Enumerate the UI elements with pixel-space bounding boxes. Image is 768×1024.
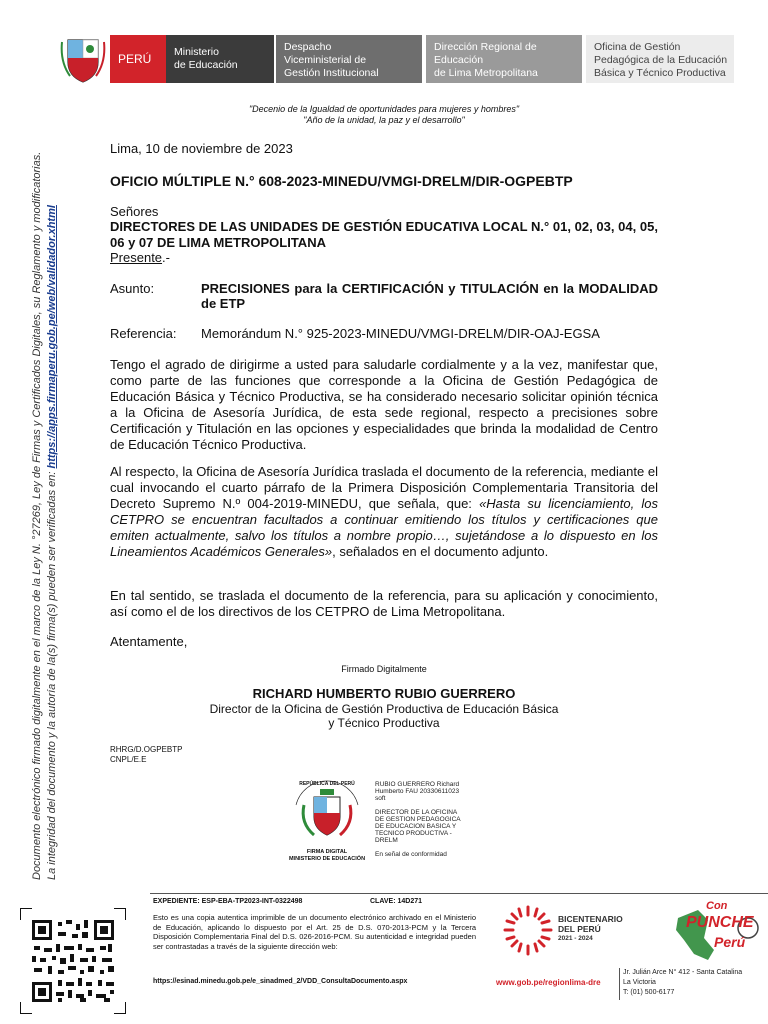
expediente: EXPEDIENTE: ESP-EBA-TP2023-INT-0322498 [153,898,303,905]
authenticity-notice: Esto es una copia autentica imprimible de un documento electrónico archivado en el Ministerio de Educación, aplicando lo dispuesto por el Art. 25 de D.S. 070-2013-PCM y la Tercera Disposición Complementaria Final del D.S. 026-2016-PCM. Su autenticidad e integridad pueden ser contrastadas a través de la siguiente dirección web: [153,913,476,951]
signer-name: RICHARD HUMBERTO RUBIO GUERRERO [252,686,516,701]
seal-detail-line: DE EDUCACION BASICA Y [375,823,457,830]
presente-suffix: .- [162,250,170,265]
initials-line: RHRG/D.OGPEBTP [110,745,183,754]
referencia: Memorándum N.° 925-2023-MINEDU/VMGI-DRELM/DIR-OAJ-EGSA [201,326,600,341]
qr-code [20,908,126,1014]
closing: Atentamente, [110,634,188,649]
seal-details [375,781,485,858]
header-line: Educación [434,54,484,66]
motto-line: "Año de la unidad, la paz y el desarrollo" [303,115,465,125]
signer-title-line: Director de la Oficina de Gestión Productiva de Educación Básica [209,702,559,716]
footer-divider [150,893,768,894]
seal-ministerio: MINISTERIO DE EDUCACIÓN [288,856,366,862]
presente-line [110,250,658,266]
paragraph-3: En tal sentido, se traslada el documento de la referencia, para su aplicación y conocimiento, así como el de los directivos de los CETPRO de Lima Metropolitana. [110,588,658,619]
header-line: Oficina de Gestión [594,41,681,53]
con-text: Con [706,900,728,912]
signer-title [110,702,658,730]
recipient: DIRECTORES DE LAS UNIDADES DE GESTIÓN EDUCATIVA LOCAL N.° 01, 02, 03, 04, 05, 06 y 07 DE LIMA METROPOLITANA [110,219,658,250]
paragraph-1: Tengo el agrado de dirigirme a usted para saludarle cordialmente y a la vez, manifestar que, como parte de las funciones que corresponde a la Oficina de Gestión Pedagógica de Educación Básica y Técnico Productiva, se ha considerado necesario solicitar opinión técnica a la Oficina de Asesoría Jurídica, de esta sede regional, respecto a precisiones sobre Certificación y Titulación en las opciones y especialidades que brinda la modalidad de Centro de Educación Técnico Productiva. [110,357,658,452]
address [623,968,742,998]
motto-line: "Decenio de la Igualdad de oportunidades para mujeres y hombres" [248,104,520,114]
header-line: de Educación [174,59,238,71]
side-note-line: Documento electrónico firmado digitalmente en el marco de la Ley N. °27269, Ley de Firmas y Certificados Digitales, su Reglamento y modificatorias. [31,151,43,880]
bicentenario-text [558,914,623,944]
header-line: Dirección Regional de [434,41,537,53]
clave: CLAVE: 14D271 [370,898,423,905]
seal-detail-line: Humberto FAU 20330611023 [375,788,460,795]
peru-label: PERÚ [118,52,152,66]
bicentenario-line: DEL PERÚ [558,924,601,934]
salutation: Señores [110,204,159,219]
seal-detail-line: DRELM [375,837,398,844]
signer-title-line: y Técnico Productiva [328,716,440,730]
header-line: Ministerio [174,46,219,58]
initials [110,745,182,765]
seal-firma: FIRMA DIGITAL [306,849,348,855]
header-line: Gestión Institucional [284,67,379,79]
direccion-header-block [426,35,582,83]
verification-url[interactable]: https://esinad.minedu.gob.pe/e_sinadmed_2/VDD_ConsultaDocumento.aspx [153,978,408,985]
paragraph-2-quote: «Hasta su licenciamiento, los CETPRO se encuentran facultados a continuar emitiendo los títulos y certificaciones que emiten actualmente, salvo los títulos a nombre propio…, sujetándose a lo dispuesto en los Lineamientos Académicos Generales» [110,496,659,559]
seal-detail-line: TECNICO PRODUCTIVA - [375,830,452,837]
digital-signature-seal [282,775,372,865]
footer-address-divider [619,968,620,1000]
date: Lima, 10 de noviembre de 2023 [110,141,293,156]
seal-detail-line: soft [375,795,386,802]
peru-header-block [110,35,166,83]
despacho-header-block [276,35,422,83]
header-line: Pedagógica de la Educación [594,54,728,66]
address-line: Jr. Julián Arce N° 412 - Santa Catalina [623,969,743,976]
validator-link[interactable]: https://apps.firmaperu.gob.pe/web/validador.xhtml [46,205,58,469]
digital-signature-side-note [30,60,60,880]
header-line: Despacho [284,41,332,53]
con-punche-peru-logo [668,900,764,964]
bicentenario-line: BICENTENARIO [558,914,623,924]
header-line: Viceministerial de [284,54,367,66]
seal-conformidad: En señal de conformidad [375,851,447,858]
seal-republica: REPÚBLICA DEL PERÚ [299,781,355,787]
paragraph-2-text: Al respecto, la Oficina de Asesoría Jurídica traslada el documento de la referencia, mediante el cual invocando el cuarto párrafo de la Primera Disposición Complementaria Transitoria del Decreto Supremo N.º 004-2019-MINEDU, que señala, que: [110,464,658,511]
oficina-header-block [586,35,734,83]
bicentenario-years: 2021 - 2024 [558,935,593,942]
seal-detail-line: RUBIO GUERRERO Richard [375,781,460,788]
side-note-line [45,60,60,880]
seal-detail-line: DE GESTION PEDAGOGICA [375,816,461,823]
asunto-label: Asunto: [110,281,155,296]
oficio-number: OFICIO MÚLTIPLE N.° 608-2023-MINEDU/VMGI-DRELM/DIR-OGPEBTP [110,173,573,189]
bicentenario-logo [500,903,630,958]
bicentenario-emblem-icon [500,903,556,958]
presente: Presente [110,250,163,265]
paragraph-2 [110,464,658,560]
punche-text: PUNCHE [686,914,754,931]
coat-of-arms-logo [60,32,106,84]
address-line: T: (01) 500-6177 [623,989,675,996]
asunto: PRECISIONES para la CERTIFICACIÓN y TITULACIÓN en la MODALIDAD de ETP [201,281,658,311]
paragraph-2-end: , señalados en el documento adjunto. [332,544,549,559]
digitally-signed-label: Firmado Digitalmente [341,664,427,674]
peru-text: Perú [714,934,746,950]
seal-detail-line: DIRECTOR DE LA OFICINA [375,809,458,816]
side-note-text: La integridad del documento y la autoría de la(s) firma(s) pueden ser verificadas en: [46,468,58,880]
referencia-label: Referencia: [110,326,177,341]
header-line: de Lima Metropolitana [434,67,538,79]
motto [110,104,658,126]
header-line: Básica y Técnico Productiva [594,67,726,79]
ministerio-header-block [166,35,274,83]
region-website[interactable]: www.gob.pe/regionlima-dre [496,978,601,987]
address-line: La Victoria [623,979,656,986]
initials-line: CNPL/E.E [110,755,147,764]
